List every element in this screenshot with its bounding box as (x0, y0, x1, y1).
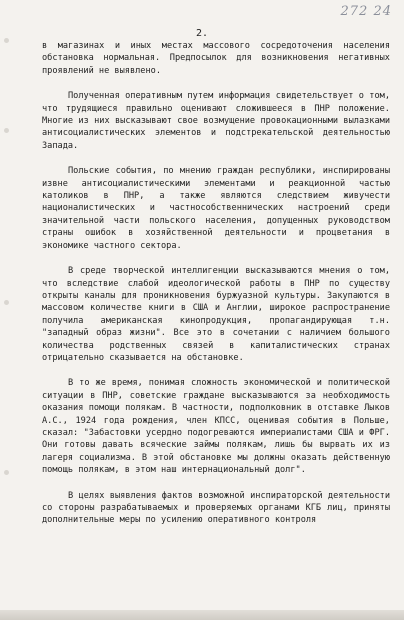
punch-hole (4, 470, 9, 475)
paragraph: в магазинах и иных местах массового сосредоточения населения обстановка нормальная. Предпосылок для возникновения негативных проявлений не выявлено. (42, 41, 390, 76)
page-edge (0, 610, 404, 620)
paragraph: В то же время, понимая сложность экономической и политической ситуации в ПНР, советские граждане высказываются за необходимость оказания помощи полякам. В частности, подполковник в отставке Лыков А.С., 1924 года рождения, член КПСС, оценивая события в Польше, сказал: "Забастовки усердно подогреваются империалистами США и ФРГ. Они готовы давать всяческие займы полякам, лишь бы вырвать их из лагеря социализма. В этой обстановке мы должны оказать действенную помощь полякам, в этом наш интернациональный долг". (42, 378, 390, 476)
document-body (42, 40, 390, 527)
punch-hole (4, 128, 9, 133)
punch-holes (4, 0, 12, 620)
paragraph: Польские события, по мнению граждан республики, инспирированы извне антисоциалистическими элементами и реакционной частью католиков в ПНР, а также являются следствием живучести националистических и частнособственнических настроений среди значительной части польского населения, допущенных руководством страны ошибок в хозяйственной деятельности и процветания в экономике частного сектора. (42, 166, 390, 251)
paragraph: В среде творческой интеллигенции высказываются мнения о том, что вследствие слабой идеологической работы в ПНР по существу открыты каналы для проникновения буржуазной культуры. Закупаются в массовом количестве книги в США и Англии, широкое распространение получила американская кинопродукция, пропагандирующая т.н. "западный образ жизни". Все это в сочетании с наличием большого количества родственных связей в капиталистических странах отрицательно сказывается на обстановке. (42, 266, 390, 363)
paragraph: В целях выявления фактов возможной инспираторской деятельности со стороны разрабатываемых и проверяемых органами КГБ лиц, приняты дополнительные меры по усилению оперативного контроля (42, 490, 390, 526)
archive-number: 272 24 (340, 4, 392, 19)
page-number: 2. (195, 28, 209, 39)
paragraph: Полученная оперативным путем информация свидетельствует о том, что трудящиеся правильно оценивают сложившееся в ПНР положение. Многие из них высказывают свое возмущение провокационными вылазками антисоциалистических элементов и подстрекательской деятельностью Запада. (42, 91, 390, 151)
punch-hole (4, 300, 9, 305)
